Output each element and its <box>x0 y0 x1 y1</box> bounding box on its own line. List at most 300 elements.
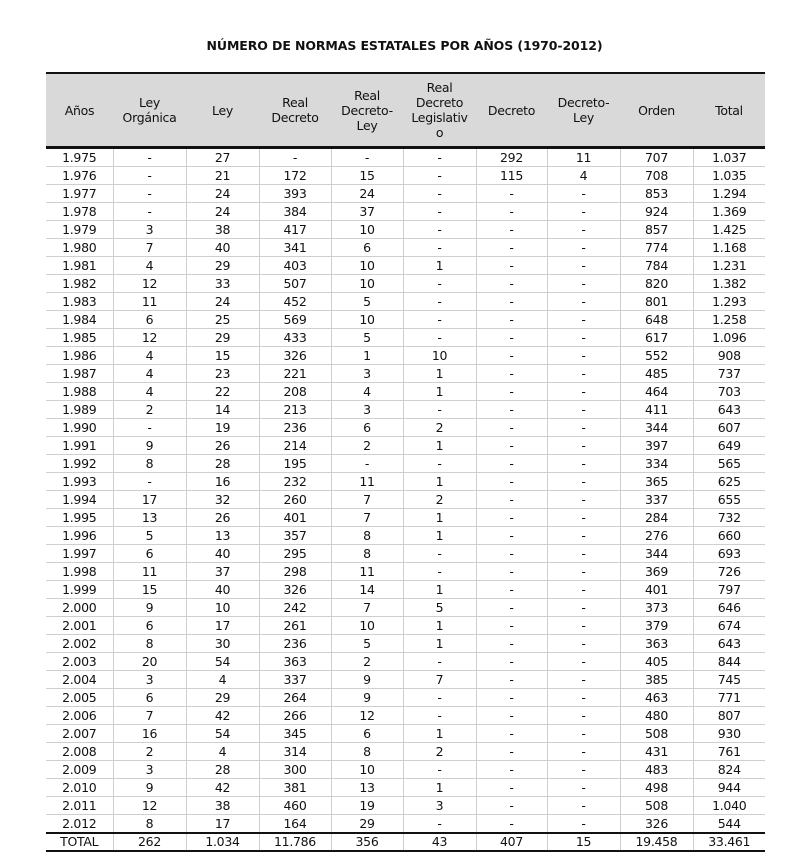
value-cell: 11 <box>331 473 403 491</box>
value-cell: 40 <box>186 239 259 257</box>
value-cell: 649 <box>693 437 765 455</box>
value-cell: 298 <box>259 563 331 581</box>
value-cell: - <box>403 148 476 167</box>
value-cell: 1.231 <box>693 257 765 275</box>
value-cell: 1 <box>403 581 476 599</box>
value-cell: 5 <box>331 635 403 653</box>
value-cell: 7 <box>331 509 403 527</box>
value-cell: - <box>547 437 620 455</box>
value-cell: 784 <box>620 257 693 275</box>
value-cell: - <box>113 148 186 167</box>
value-cell: - <box>476 725 547 743</box>
value-cell: - <box>476 347 547 365</box>
year-cell: 1.988 <box>46 383 113 401</box>
table-row <box>46 347 765 365</box>
value-cell: 401 <box>259 509 331 527</box>
year-cell: 2.010 <box>46 779 113 797</box>
value-cell: - <box>476 527 547 545</box>
value-cell: - <box>476 221 547 239</box>
value-cell: 1 <box>403 509 476 527</box>
value-cell: - <box>403 455 476 473</box>
value-cell: 10 <box>331 617 403 635</box>
value-cell: 807 <box>693 707 765 725</box>
value-cell: 10 <box>331 761 403 779</box>
value-cell: 38 <box>186 797 259 815</box>
value-cell: - <box>403 185 476 203</box>
value-cell: 26 <box>186 509 259 527</box>
value-cell: 3 <box>403 797 476 815</box>
value-cell: 12 <box>113 797 186 815</box>
year-cell: 1.989 <box>46 401 113 419</box>
value-cell: 276 <box>620 527 693 545</box>
value-cell: - <box>547 599 620 617</box>
table-row <box>46 509 765 527</box>
column-orden-header: Orden <box>620 73 693 148</box>
value-cell: 232 <box>259 473 331 491</box>
column-ley-header: Ley <box>186 73 259 148</box>
value-cell: 5 <box>113 527 186 545</box>
value-cell: 1 <box>331 347 403 365</box>
value-cell: 1 <box>403 635 476 653</box>
value-cell: 1.294 <box>693 185 765 203</box>
value-cell: 1 <box>403 725 476 743</box>
value-cell: 11 <box>113 563 186 581</box>
value-cell: 24 <box>186 293 259 311</box>
table-row <box>46 148 765 167</box>
value-cell: - <box>403 329 476 347</box>
value-cell: 345 <box>259 725 331 743</box>
table-row <box>46 275 765 293</box>
value-cell: 1.258 <box>693 311 765 329</box>
table-row <box>46 635 765 653</box>
value-cell: - <box>547 311 620 329</box>
table-row <box>46 239 765 257</box>
value-cell: 29 <box>186 257 259 275</box>
value-cell: 1.293 <box>693 293 765 311</box>
value-cell: 12 <box>113 275 186 293</box>
value-cell: - <box>331 455 403 473</box>
year-cell: 2.001 <box>46 617 113 635</box>
value-cell: 28 <box>186 455 259 473</box>
value-cell: 8 <box>331 743 403 761</box>
value-cell: - <box>476 599 547 617</box>
column-real-decreto-legislativo-header: Real Decreto Legislativ o <box>403 73 476 148</box>
year-cell: 1.992 <box>46 455 113 473</box>
value-cell: 403 <box>259 257 331 275</box>
value-cell: 1.096 <box>693 329 765 347</box>
value-cell: 10 <box>331 275 403 293</box>
value-cell: 393 <box>259 185 331 203</box>
value-cell: 460 <box>259 797 331 815</box>
value-cell: 29 <box>331 815 403 834</box>
value-cell: 6 <box>113 311 186 329</box>
total-cell: 43 <box>403 833 476 851</box>
value-cell: 365 <box>620 473 693 491</box>
value-cell: - <box>547 527 620 545</box>
value-cell: 33 <box>186 275 259 293</box>
value-cell: 379 <box>620 617 693 635</box>
value-cell: 14 <box>186 401 259 419</box>
value-cell: 37 <box>331 203 403 221</box>
year-cell: 1.999 <box>46 581 113 599</box>
value-cell: - <box>476 797 547 815</box>
value-cell: 7 <box>331 491 403 509</box>
value-cell: 1.382 <box>693 275 765 293</box>
value-cell: 16 <box>186 473 259 491</box>
value-cell: 1 <box>403 365 476 383</box>
value-cell: 660 <box>693 527 765 545</box>
value-cell: 844 <box>693 653 765 671</box>
table-row <box>46 203 765 221</box>
value-cell: 326 <box>259 347 331 365</box>
value-cell: - <box>113 167 186 185</box>
year-cell: 1.978 <box>46 203 113 221</box>
value-cell: 824 <box>693 761 765 779</box>
value-cell: 37 <box>186 563 259 581</box>
total-cell: 11.786 <box>259 833 331 851</box>
value-cell: 508 <box>620 725 693 743</box>
value-cell: - <box>547 275 620 293</box>
value-cell: 11 <box>113 293 186 311</box>
value-cell: - <box>547 203 620 221</box>
table-row <box>46 815 765 834</box>
value-cell: 19 <box>331 797 403 815</box>
value-cell: 7 <box>113 707 186 725</box>
table-row <box>46 707 765 725</box>
value-cell: 693 <box>693 545 765 563</box>
year-cell: 1.998 <box>46 563 113 581</box>
value-cell: 857 <box>620 221 693 239</box>
column-decreto-header: Decreto <box>476 73 547 148</box>
value-cell: 4 <box>113 257 186 275</box>
year-cell: 1.990 <box>46 419 113 437</box>
table-row <box>46 581 765 599</box>
value-cell: 5 <box>331 329 403 347</box>
table-title: NÚMERO DE NORMAS ESTATALES POR AÑOS (1970-2012) <box>206 38 603 53</box>
value-cell: - <box>476 185 547 203</box>
value-cell: - <box>476 779 547 797</box>
table-row <box>46 455 765 473</box>
year-cell: 2.006 <box>46 707 113 725</box>
total-cell: 407 <box>476 833 547 851</box>
table-row <box>46 671 765 689</box>
value-cell: 464 <box>620 383 693 401</box>
value-cell: - <box>547 365 620 383</box>
value-cell: - <box>547 797 620 815</box>
value-cell: 924 <box>620 203 693 221</box>
value-cell: 17 <box>186 617 259 635</box>
value-cell: 853 <box>620 185 693 203</box>
value-cell: 930 <box>693 725 765 743</box>
value-cell: 7 <box>113 239 186 257</box>
value-cell: 6 <box>331 419 403 437</box>
value-cell: 40 <box>186 581 259 599</box>
year-cell: 1.997 <box>46 545 113 563</box>
value-cell: 24 <box>186 203 259 221</box>
value-cell: - <box>476 401 547 419</box>
value-cell: - <box>547 707 620 725</box>
value-cell: 2 <box>331 437 403 455</box>
value-cell: - <box>547 419 620 437</box>
table-row <box>46 383 765 401</box>
value-cell: 801 <box>620 293 693 311</box>
value-cell: - <box>547 743 620 761</box>
value-cell: 774 <box>620 239 693 257</box>
value-cell: 236 <box>259 635 331 653</box>
value-cell: 797 <box>693 581 765 599</box>
value-cell: 17 <box>186 815 259 834</box>
year-cell: 1.993 <box>46 473 113 491</box>
value-cell: - <box>547 725 620 743</box>
value-cell: 2 <box>113 401 186 419</box>
year-cell: 2.007 <box>46 725 113 743</box>
value-cell: 27 <box>186 148 259 167</box>
year-cell: 1.975 <box>46 148 113 167</box>
value-cell: - <box>403 653 476 671</box>
year-cell: 1.985 <box>46 329 113 347</box>
year-cell: 2.011 <box>46 797 113 815</box>
value-cell: 19 <box>186 419 259 437</box>
year-cell: 2.002 <box>46 635 113 653</box>
value-cell: 1.425 <box>693 221 765 239</box>
value-cell: - <box>113 185 186 203</box>
value-cell: 295 <box>259 545 331 563</box>
value-cell: 42 <box>186 707 259 725</box>
value-cell: 11 <box>331 563 403 581</box>
value-cell: - <box>476 653 547 671</box>
value-cell: - <box>547 653 620 671</box>
value-cell: 9 <box>113 599 186 617</box>
column-ley-organica-header: Ley Orgánica <box>113 73 186 148</box>
value-cell: 12 <box>331 707 403 725</box>
value-cell: - <box>547 473 620 491</box>
value-cell: 401 <box>620 581 693 599</box>
value-cell: 4 <box>113 383 186 401</box>
value-cell: 8 <box>331 527 403 545</box>
year-cell: 1.982 <box>46 275 113 293</box>
year-cell: 2.012 <box>46 815 113 834</box>
column-anos-header: Años <box>46 73 113 148</box>
value-cell: 625 <box>693 473 765 491</box>
value-cell: - <box>547 545 620 563</box>
value-cell: 363 <box>259 653 331 671</box>
value-cell: 10 <box>331 311 403 329</box>
value-cell: - <box>476 689 547 707</box>
value-cell: - <box>547 401 620 419</box>
value-cell: 944 <box>693 779 765 797</box>
value-cell: 24 <box>331 185 403 203</box>
value-cell: - <box>547 815 620 834</box>
value-cell: 373 <box>620 599 693 617</box>
value-cell: 4 <box>331 383 403 401</box>
value-cell: 214 <box>259 437 331 455</box>
total-label: TOTAL <box>46 833 113 851</box>
table-row <box>46 293 765 311</box>
table-row <box>46 419 765 437</box>
value-cell: 643 <box>693 635 765 653</box>
value-cell: 485 <box>620 365 693 383</box>
table-row <box>46 365 765 383</box>
year-cell: 1.987 <box>46 365 113 383</box>
value-cell: 707 <box>620 148 693 167</box>
value-cell: - <box>113 473 186 491</box>
value-cell: 13 <box>186 527 259 545</box>
value-cell: 13 <box>113 509 186 527</box>
value-cell: 908 <box>693 347 765 365</box>
total-row <box>46 833 765 851</box>
value-cell: - <box>547 563 620 581</box>
table-row <box>46 527 765 545</box>
column-real-decreto-ley-header: Real Decreto- Ley <box>331 73 403 148</box>
value-cell: - <box>476 545 547 563</box>
value-cell: - <box>476 563 547 581</box>
value-cell: 643 <box>693 401 765 419</box>
value-cell: 674 <box>693 617 765 635</box>
value-cell: 565 <box>693 455 765 473</box>
value-cell: - <box>403 203 476 221</box>
table-row <box>46 437 765 455</box>
value-cell: 14 <box>331 581 403 599</box>
value-cell: - <box>476 617 547 635</box>
value-cell: - <box>476 491 547 509</box>
table-body <box>46 148 765 852</box>
value-cell: 54 <box>186 653 259 671</box>
value-cell: - <box>331 148 403 167</box>
value-cell: - <box>547 383 620 401</box>
value-cell: 771 <box>693 689 765 707</box>
year-cell: 1.980 <box>46 239 113 257</box>
value-cell: - <box>403 221 476 239</box>
table-row <box>46 401 765 419</box>
value-cell: - <box>403 689 476 707</box>
value-cell: 213 <box>259 401 331 419</box>
value-cell: - <box>547 617 620 635</box>
table-row <box>46 311 765 329</box>
value-cell: - <box>547 185 620 203</box>
value-cell: 26 <box>186 437 259 455</box>
value-cell: 24 <box>186 185 259 203</box>
value-cell: 236 <box>259 419 331 437</box>
year-cell: 1.983 <box>46 293 113 311</box>
value-cell: 16 <box>113 725 186 743</box>
value-cell: 8 <box>331 545 403 563</box>
value-cell: 9 <box>113 437 186 455</box>
value-cell: 29 <box>186 689 259 707</box>
value-cell: - <box>547 581 620 599</box>
value-cell: 2 <box>403 491 476 509</box>
value-cell: 12 <box>113 329 186 347</box>
value-cell: - <box>547 455 620 473</box>
value-cell: - <box>547 779 620 797</box>
value-cell: 1 <box>403 617 476 635</box>
value-cell: 341 <box>259 239 331 257</box>
value-cell: 4 <box>113 365 186 383</box>
value-cell: 221 <box>259 365 331 383</box>
total-cell: 262 <box>113 833 186 851</box>
value-cell: 2 <box>331 653 403 671</box>
value-cell: 648 <box>620 311 693 329</box>
value-cell: - <box>547 761 620 779</box>
value-cell: 266 <box>259 707 331 725</box>
table-row <box>46 491 765 509</box>
value-cell: - <box>476 329 547 347</box>
value-cell: 732 <box>693 509 765 527</box>
table-row <box>46 761 765 779</box>
value-cell: 30 <box>186 635 259 653</box>
value-cell: 11 <box>547 148 620 167</box>
table-row <box>46 185 765 203</box>
value-cell: 1.037 <box>693 148 765 167</box>
value-cell: 498 <box>620 779 693 797</box>
value-cell: 4 <box>113 347 186 365</box>
value-cell: - <box>476 473 547 491</box>
value-cell: - <box>476 275 547 293</box>
value-cell: 10 <box>331 221 403 239</box>
value-cell: 15 <box>113 581 186 599</box>
value-cell: 40 <box>186 545 259 563</box>
total-cell: 33.461 <box>693 833 765 851</box>
value-cell: - <box>403 401 476 419</box>
value-cell: 9 <box>331 689 403 707</box>
value-cell: 17 <box>113 491 186 509</box>
value-cell: 13 <box>331 779 403 797</box>
value-cell: - <box>547 491 620 509</box>
value-cell: 6 <box>113 617 186 635</box>
value-cell: 260 <box>259 491 331 509</box>
value-cell: 480 <box>620 707 693 725</box>
table-row <box>46 617 765 635</box>
value-cell: 431 <box>620 743 693 761</box>
value-cell: 344 <box>620 419 693 437</box>
value-cell: 463 <box>620 689 693 707</box>
year-cell: 1.984 <box>46 311 113 329</box>
column-decreto-ley-header: Decreto- Ley <box>547 73 620 148</box>
year-cell: 2.005 <box>46 689 113 707</box>
value-cell: 344 <box>620 545 693 563</box>
year-cell: 1.976 <box>46 167 113 185</box>
value-cell: - <box>476 203 547 221</box>
value-cell: 5 <box>403 599 476 617</box>
value-cell: 22 <box>186 383 259 401</box>
value-cell: 8 <box>113 815 186 834</box>
value-cell: - <box>547 239 620 257</box>
value-cell: 417 <box>259 221 331 239</box>
value-cell: 1.168 <box>693 239 765 257</box>
value-cell: 384 <box>259 203 331 221</box>
value-cell: 7 <box>331 599 403 617</box>
value-cell: 1 <box>403 779 476 797</box>
value-cell: 3 <box>113 671 186 689</box>
value-cell: 2 <box>403 419 476 437</box>
value-cell: 20 <box>113 653 186 671</box>
value-cell: 32 <box>186 491 259 509</box>
total-cell: 19.458 <box>620 833 693 851</box>
value-cell: 433 <box>259 329 331 347</box>
value-cell: 2 <box>403 743 476 761</box>
norms-by-year-table <box>46 72 765 852</box>
value-cell: - <box>476 671 547 689</box>
value-cell: 646 <box>693 599 765 617</box>
value-cell: 1 <box>403 257 476 275</box>
value-cell: 761 <box>693 743 765 761</box>
value-cell: - <box>547 329 620 347</box>
table-row <box>46 257 765 275</box>
value-cell: - <box>476 293 547 311</box>
value-cell: - <box>547 347 620 365</box>
table-row <box>46 329 765 347</box>
value-cell: 29 <box>186 329 259 347</box>
value-cell: 405 <box>620 653 693 671</box>
